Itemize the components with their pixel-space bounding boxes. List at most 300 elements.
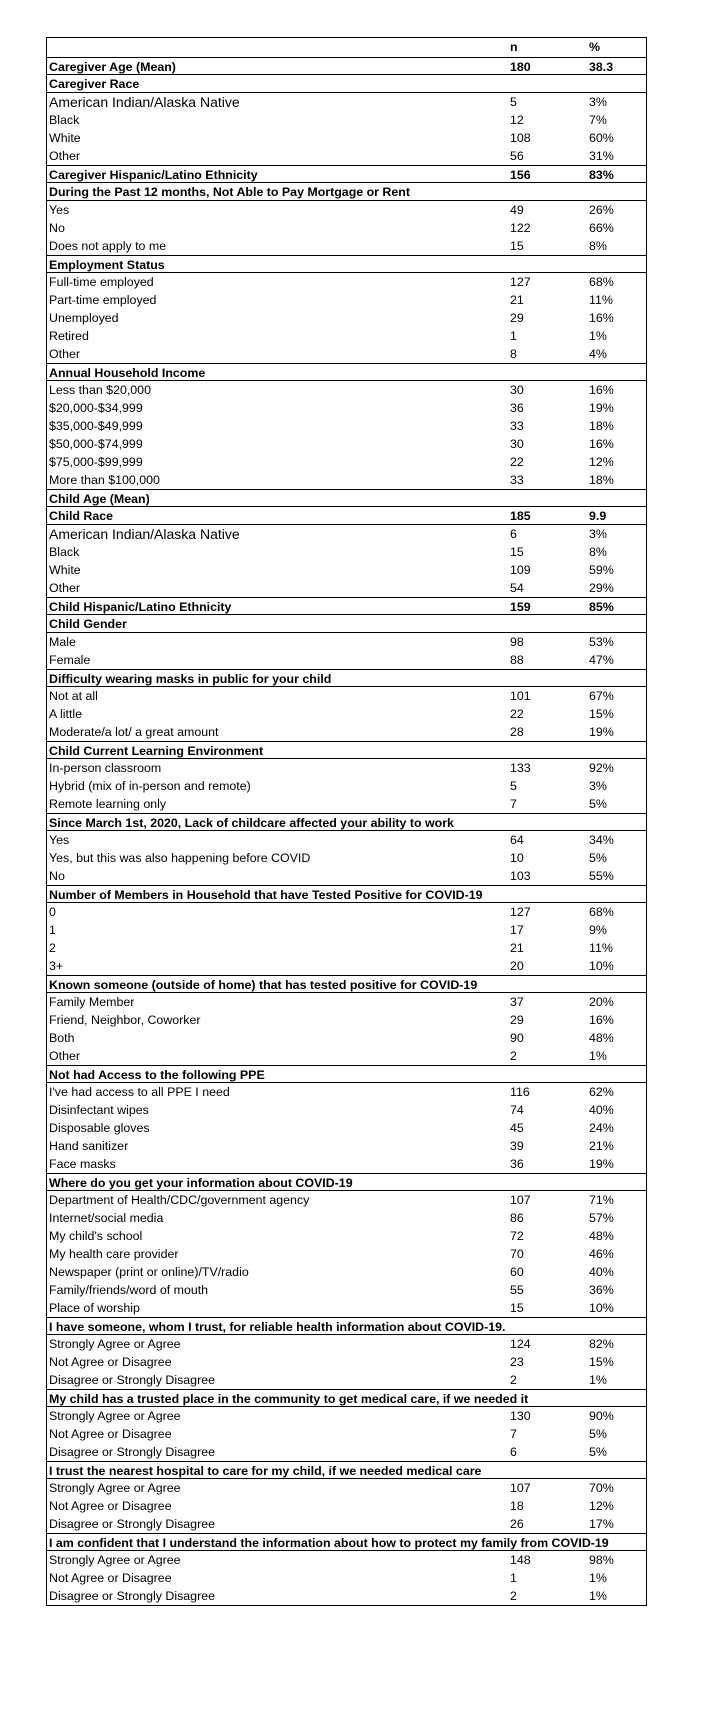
table-row xyxy=(47,1083,646,1101)
table-row xyxy=(47,1497,646,1515)
table-row xyxy=(47,1335,646,1353)
row-label-cell: I am confident that I understand the information about how to protect my family from COVID-19 xyxy=(49,1536,609,1550)
row-percent-cell: 67% xyxy=(589,689,614,703)
table-row xyxy=(47,417,646,435)
row-label-cell: 3+ xyxy=(49,959,64,973)
row-percent-cell xyxy=(589,364,646,380)
row-n-cell: 185 xyxy=(510,509,531,523)
row-percent-cell xyxy=(589,1462,646,1478)
row-label-cell: 0 xyxy=(49,905,56,919)
row-percent-cell: 83% xyxy=(589,168,614,182)
table-row xyxy=(47,1047,646,1065)
row-label-cell: Hybrid (mix of in-person and remote) xyxy=(49,779,251,793)
row-label-cell: Male xyxy=(49,635,76,649)
row-percent-cell: 24% xyxy=(589,1121,614,1135)
row-label-cell: Employment Status xyxy=(49,258,165,272)
table-row xyxy=(47,1011,646,1029)
row-n-cell: 45 xyxy=(510,1121,524,1135)
row-n-cell: 33 xyxy=(510,419,524,433)
row-label-cell: Known someone (outside of home) that has tested positive for COVID-19 xyxy=(49,978,478,992)
row-percent-cell xyxy=(589,976,646,992)
row-label-cell: 2 xyxy=(49,941,56,955)
row-percent-cell: 5% xyxy=(589,797,607,811)
row-percent-cell: 15% xyxy=(589,707,614,721)
table-row xyxy=(47,381,646,399)
row-n-cell: 64 xyxy=(510,833,524,847)
row-percent-cell xyxy=(589,1390,646,1406)
row-n-cell: 72 xyxy=(510,1229,524,1243)
section-header-row xyxy=(47,975,646,993)
row-percent-cell: 3% xyxy=(589,95,607,109)
row-percent-cell xyxy=(589,1534,646,1550)
row-percent-cell: 1% xyxy=(589,1571,607,1585)
row-n-cell xyxy=(510,976,589,992)
row-n-cell: 133 xyxy=(510,761,531,775)
table-row xyxy=(47,759,646,777)
table-row xyxy=(47,633,646,651)
row-label-cell: Child Hispanic/Latino Ethnicity xyxy=(49,600,232,614)
row-label-cell: American Indian/Alaska Native xyxy=(49,526,240,542)
row-percent-cell: 53% xyxy=(589,635,614,649)
row-label-cell: Both xyxy=(49,1031,75,1045)
row-label-cell: More than $100,000 xyxy=(49,473,160,487)
table-row xyxy=(47,1443,646,1461)
row-n-cell: 15 xyxy=(510,545,524,559)
row-n-cell xyxy=(510,742,589,758)
row-label-cell: Difficulty wearing masks in public for your child xyxy=(49,672,332,686)
row-label-cell: Other xyxy=(49,581,80,595)
table-row xyxy=(47,219,646,237)
row-n-cell: 74 xyxy=(510,1103,524,1117)
row-n-cell: 15 xyxy=(510,1301,524,1315)
section-header-row xyxy=(47,741,646,759)
table-row xyxy=(47,1299,646,1317)
row-percent-cell: 19% xyxy=(589,1157,614,1171)
table-row xyxy=(47,561,646,579)
table-row xyxy=(47,867,646,885)
table-row xyxy=(47,849,646,867)
table-row xyxy=(47,1209,646,1227)
row-label-cell: Female xyxy=(49,653,91,667)
row-percent-cell: 48% xyxy=(589,1031,614,1045)
table-row xyxy=(47,579,646,597)
table-row xyxy=(47,903,646,921)
row-percent-cell: 5% xyxy=(589,1445,607,1459)
row-percent-cell: 26% xyxy=(589,203,614,217)
table-body xyxy=(47,57,646,1605)
row-label-cell: Disinfectant wipes xyxy=(49,1103,149,1117)
row-label-cell: Unemployed xyxy=(49,311,119,325)
row-label-cell: Black xyxy=(49,545,80,559)
table-row xyxy=(47,1587,646,1605)
row-percent-cell: 62% xyxy=(589,1085,614,1099)
section-header-row xyxy=(47,507,646,525)
row-n-cell: 101 xyxy=(510,689,531,703)
row-label-cell: Friend, Neighbor, Coworker xyxy=(49,1013,201,1027)
table-row xyxy=(47,651,646,669)
section-header-row xyxy=(47,363,646,381)
row-label-cell: Strongly Agree or Agree xyxy=(49,1553,181,1567)
table-row xyxy=(47,93,646,111)
row-label-cell: White xyxy=(49,563,81,577)
row-percent-cell: 55% xyxy=(589,869,614,883)
row-percent-cell: 11% xyxy=(589,941,613,955)
row-n-cell xyxy=(510,183,589,200)
row-n-cell: 127 xyxy=(510,275,531,289)
row-percent-cell: 40% xyxy=(589,1265,614,1279)
row-percent-cell: 90% xyxy=(589,1409,614,1423)
row-label-cell: Disagree or Strongly Disagree xyxy=(49,1445,215,1459)
row-percent-cell: 16% xyxy=(589,311,614,325)
table-row xyxy=(47,1425,646,1443)
row-percent-cell: 60% xyxy=(589,131,614,145)
row-label-cell: Not Agree or Disagree xyxy=(49,1427,172,1441)
row-percent-cell: 31% xyxy=(589,149,614,163)
row-label-cell: I've had access to all PPE I need xyxy=(49,1085,230,1099)
row-percent-cell: 16% xyxy=(589,437,614,451)
table-row xyxy=(47,1371,646,1389)
section-header-row xyxy=(47,183,646,201)
row-n-cell: 18 xyxy=(510,1499,524,1513)
row-label-cell: Not Agree or Disagree xyxy=(49,1499,172,1513)
row-label-cell: Other xyxy=(49,149,80,163)
row-label-cell: Remote learning only xyxy=(49,797,167,811)
section-header-row xyxy=(47,813,646,831)
row-label-cell: Yes, but this was also happening before COVID xyxy=(49,851,311,865)
row-n-cell: 21 xyxy=(510,293,524,307)
row-n-cell: 36 xyxy=(510,1157,524,1171)
row-label-cell: Not Agree or Disagree xyxy=(49,1355,172,1369)
section-header-row xyxy=(47,57,646,75)
table-row xyxy=(47,291,646,309)
row-n-cell: 30 xyxy=(510,383,524,397)
row-percent-cell: 8% xyxy=(589,545,607,559)
row-n-cell: 54 xyxy=(510,581,524,595)
row-n-cell: 86 xyxy=(510,1211,524,1225)
table-row xyxy=(47,1191,646,1209)
row-label-cell: Strongly Agree or Agree xyxy=(49,1409,181,1423)
row-n-cell: 5 xyxy=(510,779,517,793)
row-label-cell: $75,000-$99,999 xyxy=(49,455,143,469)
demographics-table xyxy=(46,37,647,1606)
table-row xyxy=(47,129,646,147)
row-label-cell: Yes xyxy=(49,833,70,847)
row-label-cell: Strongly Agree or Agree xyxy=(49,1481,181,1495)
section-header-row xyxy=(47,1173,646,1191)
row-label-cell: Department of Health/CDC/government agency xyxy=(49,1193,310,1207)
section-header-row xyxy=(47,1389,646,1407)
row-n-cell: 130 xyxy=(510,1409,531,1423)
row-percent-cell: 11% xyxy=(589,293,613,307)
row-label-cell: Full-time employed xyxy=(49,275,154,289)
row-n-cell: 33 xyxy=(510,473,524,487)
row-n-cell: 22 xyxy=(510,707,524,721)
row-label-cell: During the Past 12 months, Not Able to Pay Mortgage or Rent xyxy=(49,185,410,199)
row-n-cell xyxy=(510,886,589,902)
row-label-cell: A little xyxy=(49,707,83,721)
table-row xyxy=(47,1551,646,1569)
row-label-cell: Internet/social media xyxy=(49,1211,164,1225)
row-percent-cell: 36% xyxy=(589,1283,614,1297)
row-label-cell: White xyxy=(49,131,81,145)
row-n-cell: 39 xyxy=(510,1139,524,1153)
row-n-cell: 159 xyxy=(510,600,531,614)
row-n-cell: 10 xyxy=(510,851,524,865)
row-label-cell: Child Age (Mean) xyxy=(49,492,150,506)
row-label-cell: Part-time employed xyxy=(49,293,157,307)
row-label-cell: My health care provider xyxy=(49,1247,179,1261)
table-row xyxy=(47,147,646,165)
section-header-row xyxy=(47,1317,646,1335)
section-header-row xyxy=(47,255,646,273)
table-row xyxy=(47,1029,646,1047)
row-percent-cell xyxy=(589,256,646,272)
section-header-row xyxy=(47,615,646,633)
row-n-cell: 127 xyxy=(510,905,531,919)
header-n-cell: n xyxy=(510,40,518,54)
row-percent-cell: 68% xyxy=(589,275,614,289)
table-row xyxy=(47,471,646,489)
row-label-cell: Retired xyxy=(49,329,89,343)
row-percent-cell xyxy=(589,75,646,92)
table-row xyxy=(47,795,646,813)
row-percent-cell xyxy=(589,1174,646,1190)
row-label-cell: Disagree or Strongly Disagree xyxy=(49,1373,215,1387)
row-percent-cell: 85% xyxy=(589,600,614,614)
row-n-cell xyxy=(510,1174,589,1190)
row-label-cell: In-person classroom xyxy=(49,761,162,775)
table-row xyxy=(47,1155,646,1173)
row-percent-cell: 20% xyxy=(589,995,614,1009)
row-label-cell: Caregiver Hispanic/Latino Ethnicity xyxy=(49,168,258,182)
row-label-cell: Where do you get your information about COVID-19 xyxy=(49,1176,353,1190)
row-n-cell: 7 xyxy=(510,797,517,811)
row-percent-cell: 57% xyxy=(589,1211,614,1225)
row-n-cell: 37 xyxy=(510,995,524,1009)
row-n-cell: 180 xyxy=(510,60,531,74)
row-percent-cell: 48% xyxy=(589,1229,614,1243)
row-percent-cell: 38.3 xyxy=(589,60,614,74)
row-n-cell xyxy=(510,1318,589,1334)
row-n-cell: 70 xyxy=(510,1247,524,1261)
row-n-cell xyxy=(510,1066,589,1082)
section-header-row xyxy=(47,75,646,93)
row-percent-cell: 82% xyxy=(589,1337,614,1351)
row-percent-cell xyxy=(589,490,646,506)
row-label-cell: Child Gender xyxy=(49,617,127,631)
row-label-cell: Moderate/a lot/ a great amount xyxy=(49,725,219,739)
row-n-cell: 20 xyxy=(510,959,524,973)
row-percent-cell xyxy=(589,742,646,758)
table-row xyxy=(47,345,646,363)
row-label-cell: Does not apply to me xyxy=(49,239,167,253)
row-label-cell: 1 xyxy=(49,923,56,937)
row-n-cell: 107 xyxy=(510,1481,531,1495)
row-percent-cell: 12% xyxy=(589,455,614,469)
table-row xyxy=(47,1479,646,1497)
row-percent-cell: 18% xyxy=(589,419,614,433)
row-n-cell: 23 xyxy=(510,1355,524,1369)
row-n-cell: 26 xyxy=(510,1517,524,1531)
row-label-cell: Number of Members in Household that have Tested Positive for COVID-19 xyxy=(49,888,483,902)
row-n-cell: 2 xyxy=(510,1373,517,1387)
row-n-cell: 90 xyxy=(510,1031,524,1045)
table-row xyxy=(47,435,646,453)
row-label-cell: Yes xyxy=(49,203,70,217)
row-n-cell: 98 xyxy=(510,635,524,649)
row-percent-cell: 40% xyxy=(589,1103,614,1117)
row-label-cell: Other xyxy=(49,1049,80,1063)
row-n-cell: 116 xyxy=(510,1085,530,1099)
row-n-cell: 56 xyxy=(510,149,524,163)
row-n-cell: 22 xyxy=(510,455,524,469)
row-percent-cell: 5% xyxy=(589,1427,607,1441)
table-row xyxy=(47,939,646,957)
row-percent-cell: 16% xyxy=(589,383,614,397)
table-row xyxy=(47,1137,646,1155)
table-row xyxy=(47,1353,646,1371)
row-percent-cell: 1% xyxy=(589,1049,607,1063)
row-percent-cell: 21% xyxy=(589,1139,614,1153)
row-label-cell: Child Current Learning Environment xyxy=(49,744,264,758)
row-percent-cell: 16% xyxy=(589,1013,614,1027)
row-percent-cell: 47% xyxy=(589,653,614,667)
row-label-cell: Not had Access to the following PPE xyxy=(49,1068,265,1082)
row-percent-cell: 1% xyxy=(589,1373,607,1387)
row-percent-cell: 29% xyxy=(589,581,614,595)
row-label-cell: Child Race xyxy=(49,509,114,523)
row-percent-cell: 3% xyxy=(589,527,607,541)
row-n-cell: 7 xyxy=(510,1427,517,1441)
table-row xyxy=(47,309,646,327)
row-label-cell: Disposable gloves xyxy=(49,1121,150,1135)
table-row xyxy=(47,705,646,723)
row-n-cell: 5 xyxy=(510,95,517,109)
row-n-cell xyxy=(510,75,589,92)
table-row xyxy=(47,957,646,975)
row-percent-cell xyxy=(589,886,646,902)
section-header-row xyxy=(47,489,646,507)
row-n-cell: 1 xyxy=(510,1571,517,1585)
row-n-cell: 6 xyxy=(510,527,517,541)
row-label-cell: Face masks xyxy=(49,1157,116,1171)
table-row xyxy=(47,1569,646,1587)
row-n-cell xyxy=(510,1534,589,1550)
row-n-cell: 29 xyxy=(510,1013,524,1027)
row-percent-cell: 1% xyxy=(589,329,607,343)
row-n-cell: 15 xyxy=(510,239,524,253)
row-label-cell: Other xyxy=(49,347,80,361)
row-percent-cell: 10% xyxy=(589,1301,614,1315)
row-label-cell: Black xyxy=(49,113,80,127)
table-row xyxy=(47,453,646,471)
row-label-cell: No xyxy=(49,869,65,883)
section-header-row xyxy=(47,597,646,615)
row-label-cell: Caregiver Race xyxy=(49,77,140,91)
row-percent-cell: 71% xyxy=(589,1193,614,1207)
table-row xyxy=(47,399,646,417)
table-row xyxy=(47,777,646,795)
row-percent-cell: 1% xyxy=(589,1589,607,1603)
row-percent-cell: 19% xyxy=(589,725,614,739)
row-n-cell xyxy=(510,1462,589,1478)
row-percent-cell: 46% xyxy=(589,1247,614,1261)
row-n-cell: 21 xyxy=(510,941,524,955)
row-percent-cell: 4% xyxy=(589,347,607,361)
row-n-cell: 109 xyxy=(510,563,531,577)
table-row xyxy=(47,1101,646,1119)
row-label-cell: Family/friends/word of mouth xyxy=(49,1283,209,1297)
row-percent-cell xyxy=(589,814,646,830)
table-row xyxy=(47,687,646,705)
section-header-row xyxy=(47,885,646,903)
row-label-cell: Not Agree or Disagree xyxy=(49,1571,172,1585)
row-percent-cell: 3% xyxy=(589,779,607,793)
table-row xyxy=(47,1281,646,1299)
row-n-cell: 124 xyxy=(510,1337,531,1351)
row-percent-cell xyxy=(589,615,646,632)
row-percent-cell: 7% xyxy=(589,113,607,127)
row-n-cell xyxy=(510,364,589,380)
table-row xyxy=(47,525,646,543)
row-label-cell: My child's school xyxy=(49,1229,143,1243)
row-n-cell: 36 xyxy=(510,401,524,415)
table-row xyxy=(47,1407,646,1425)
row-n-cell: 17 xyxy=(510,923,524,937)
row-n-cell: 12 xyxy=(510,113,524,127)
row-label-cell: I have someone, whom I trust, for reliable health information about COVID-19. xyxy=(49,1320,506,1334)
row-percent-cell: 10% xyxy=(589,959,614,973)
table-row xyxy=(47,111,646,129)
row-n-cell: 107 xyxy=(510,1193,531,1207)
row-percent-cell: 19% xyxy=(589,401,614,415)
row-label-cell: Disagree or Strongly Disagree xyxy=(49,1589,215,1603)
table-row xyxy=(47,1515,646,1533)
row-n-cell: 122 xyxy=(510,221,531,235)
row-n-cell: 29 xyxy=(510,311,524,325)
row-percent-cell: 17% xyxy=(589,1517,614,1531)
row-percent-cell: 18% xyxy=(589,473,614,487)
row-n-cell: 8 xyxy=(510,347,517,361)
table-row xyxy=(47,1227,646,1245)
row-label-cell: Family Member xyxy=(49,995,135,1009)
row-label-cell: Since March 1st, 2020, Lack of childcare affected your ability to work xyxy=(49,816,454,830)
row-n-cell: 28 xyxy=(510,725,524,739)
row-percent-cell xyxy=(589,183,646,200)
row-percent-cell: 70% xyxy=(589,1481,614,1495)
table-header-row xyxy=(47,38,646,57)
section-header-row xyxy=(47,1533,646,1551)
row-percent-cell: 92% xyxy=(589,761,614,775)
row-percent-cell: 5% xyxy=(589,851,607,865)
table-row xyxy=(47,1263,646,1281)
row-label-cell: Not at all xyxy=(49,689,98,703)
row-n-cell: 108 xyxy=(510,131,531,145)
row-label-cell: $20,000-$34,999 xyxy=(49,401,143,415)
row-n-cell: 103 xyxy=(510,869,531,883)
table-row xyxy=(47,201,646,219)
row-n-cell: 88 xyxy=(510,653,524,667)
section-header-row xyxy=(47,1065,646,1083)
row-n-cell xyxy=(510,1390,589,1406)
row-percent-cell: 12% xyxy=(589,1499,614,1513)
row-n-cell xyxy=(510,615,589,632)
row-n-cell: 30 xyxy=(510,437,524,451)
row-label-cell: I trust the nearest hospital to care for my child, if we needed medical care xyxy=(49,1464,482,1478)
row-label-cell: Less than $20,000 xyxy=(49,383,151,397)
table-row xyxy=(47,723,646,741)
row-label-cell: Newspaper (print or online)/TV/radio xyxy=(49,1265,249,1279)
